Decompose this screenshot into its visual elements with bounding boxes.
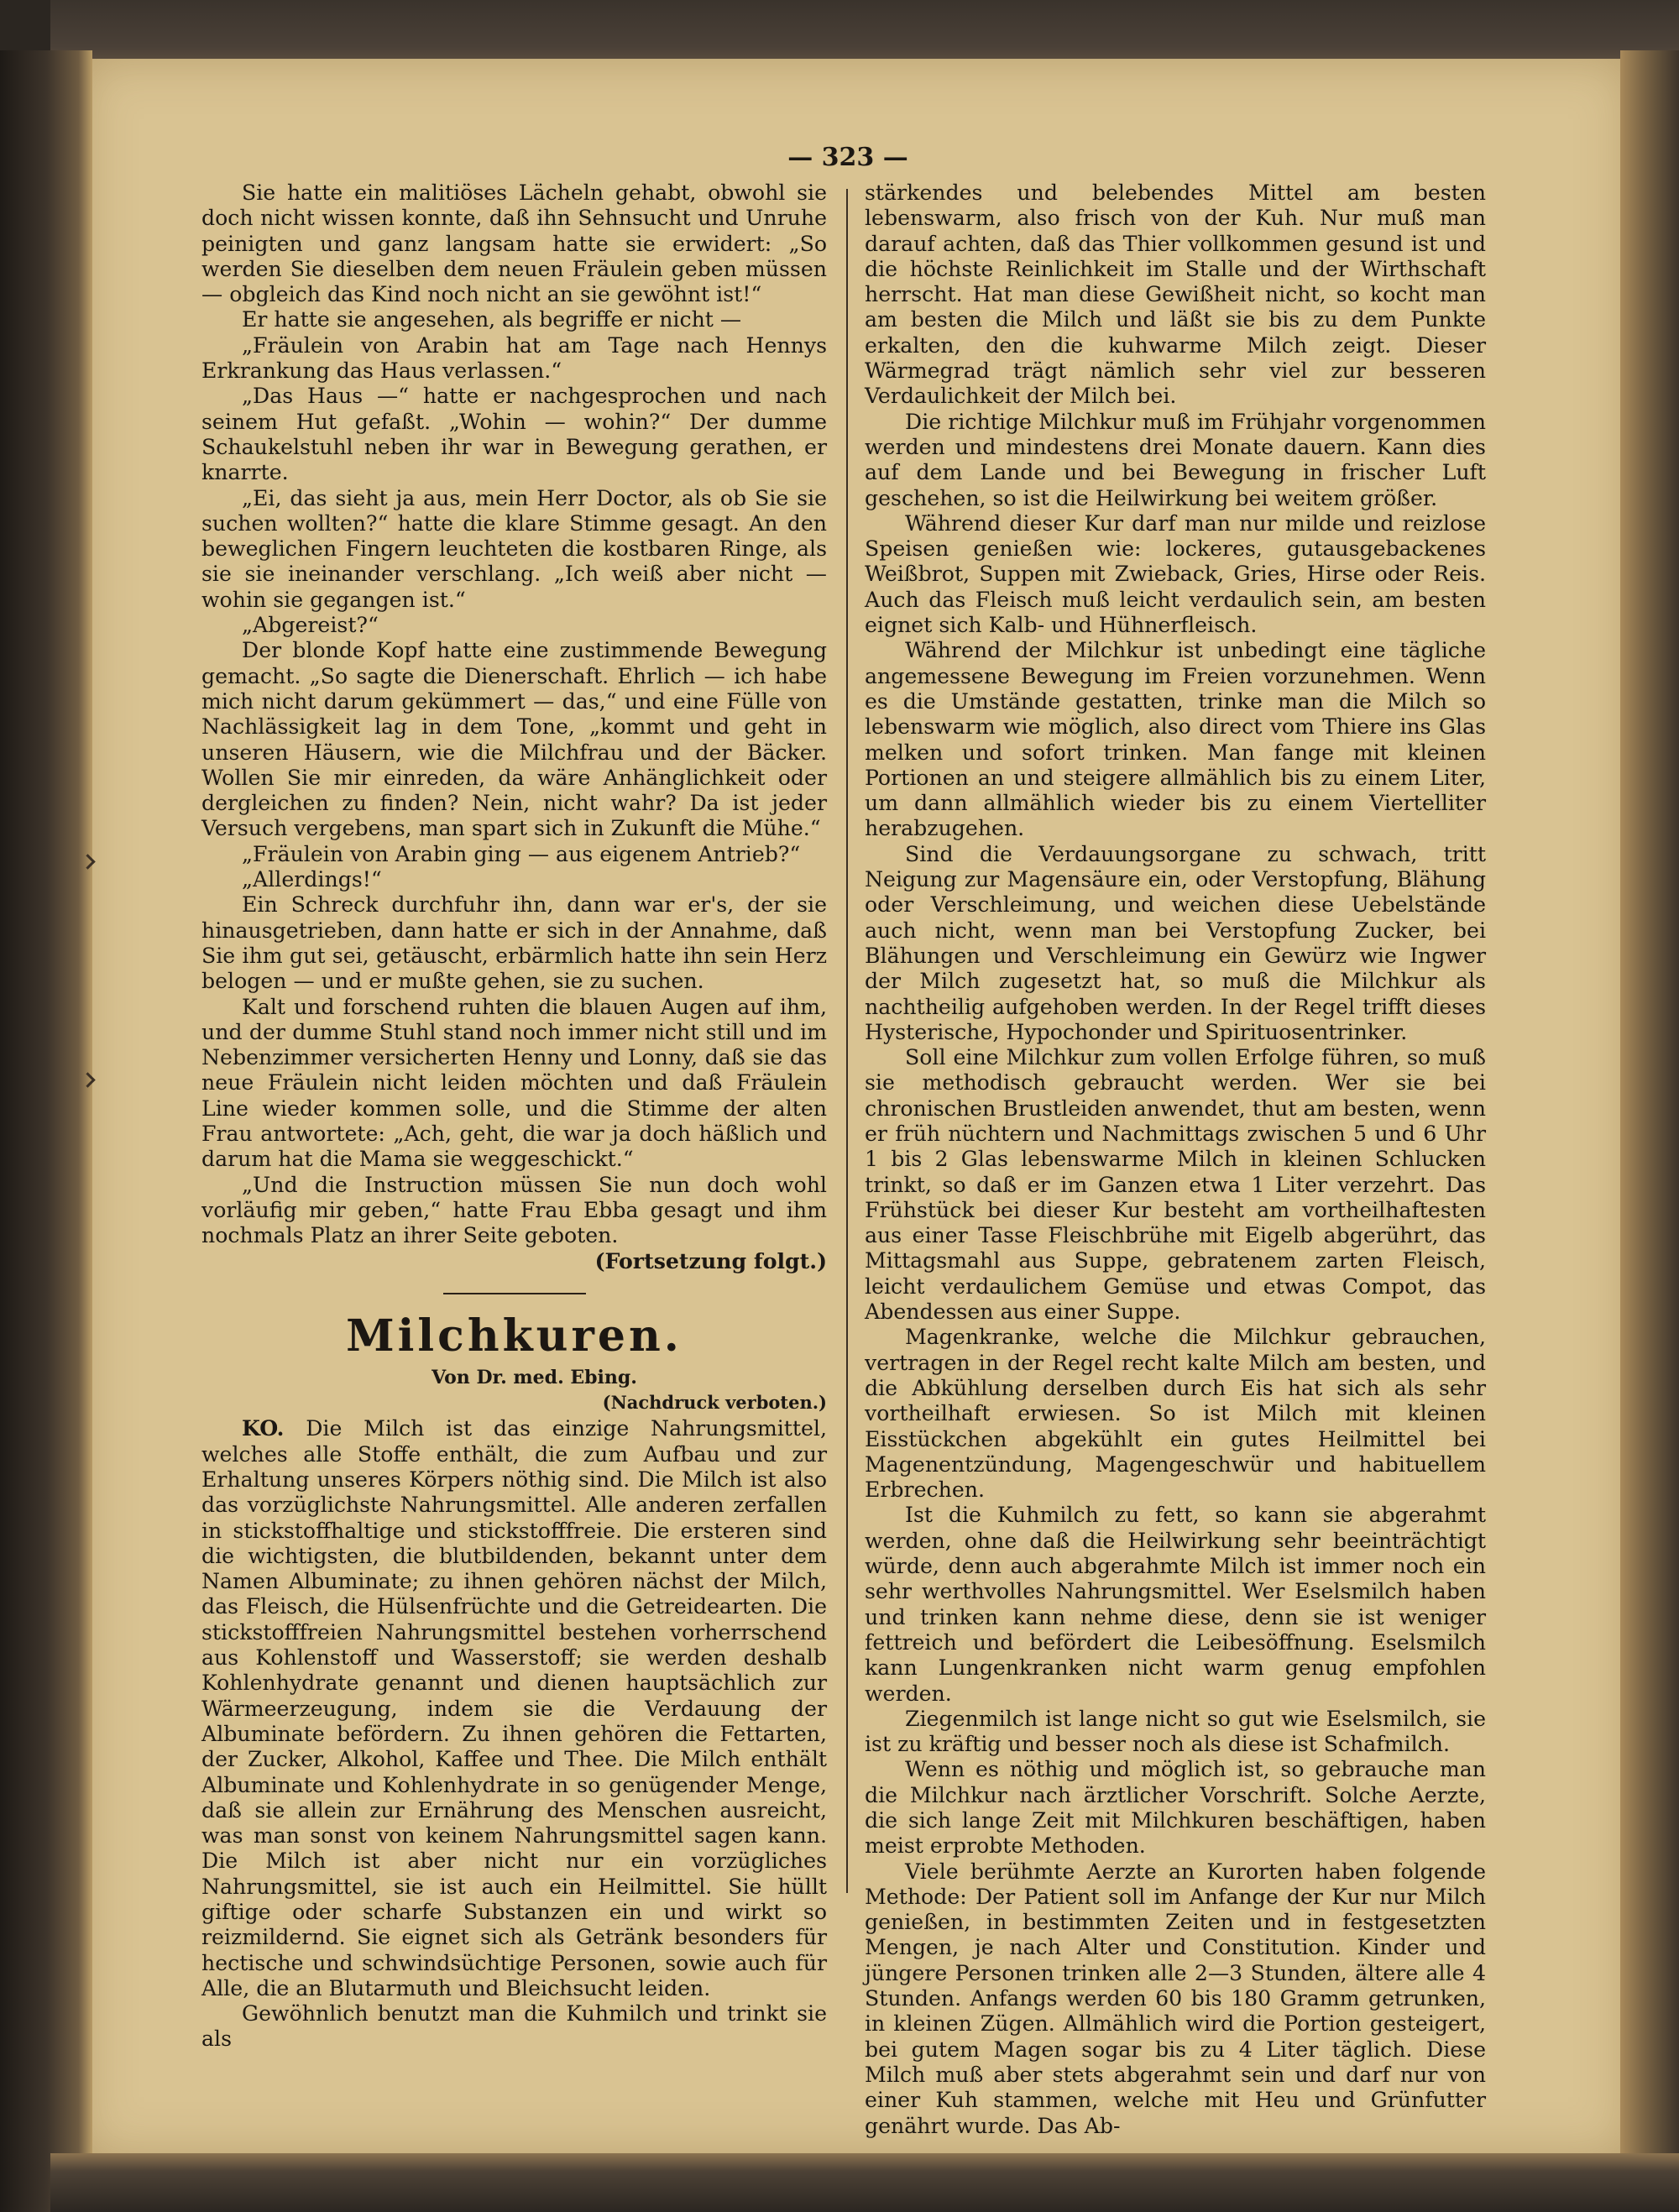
story-paragraph: „Das Haus —“ hatte er nachgesprochen und nach seinem Hut gefaßt. „Wohin — wohin?“ Der dumme Schaukelstuhl neben ihr war in Bewegung gerathen, er knarrte. (201, 384, 827, 485)
column-rule (846, 189, 848, 1893)
story-paragraph: „Fräulein von Arabin hat am Tage nach Hennys Erkrankung das Haus verlassen.“ (201, 332, 827, 384)
continuation-note: (Fortsetzung folgt.) (594, 1248, 827, 1274)
page-number: — 323 — (787, 143, 908, 172)
article-paragraph: Während der Milchkur ist unbedingt eine tägliche angemessene Bewegung im Freien vorzunehmen. Wenn es die Umstände gestatten, trinke man die Milch so lebenswarm wie möglich, also direct vom Thiere ins Glas melken und sofort trinken. Man fange mit kleinen Portionen an und steigere allmählich bis zu einem Liter, um dann allmählich wieder bis zu einem Viertelliter herabzugehen. (865, 638, 1486, 841)
story-paragraph: Er hatte sie angesehen, als begriffe er nicht — (242, 307, 742, 332)
article-paragraph: Während dieser Kur darf man nur milde und reizlose Speisen genießen wie: lockeres, gutausgebackenes Weißbrot, Suppen mit Zwieback, Gries, Hirse oder Reis. Auch das Fleisch muß leicht verdaulich sein, am besten eignet sich Kalb- und Hühnerfleisch. (865, 510, 1486, 638)
article-paragraph: Sind die Verdauungsorgane zu schwach, tritt Neigung zur Magensäure ein, oder Verstopfung, Blähung oder Verschleimung, und weichen diese Uebelstände auch nicht, wenn man bei Verstopfung Zucker, bei Blähungen und Verschleimung ein Gewürz wie Ingwer der Milch zugesetzt hat, so muß die Milchkur als nachtheilig aufgehoben werden. In der Regel trifft dieses Hysterische, Hypochonder und Spirituosentrinker. (865, 841, 1486, 1044)
story-paragraph: „Fräulein von Arabin ging — aus eigenem Antrieb?“ (242, 841, 801, 866)
story-paragraph: „Allerdings!“ (242, 867, 382, 892)
book-right-edge (1620, 50, 1679, 2212)
story-paragraph: Der blonde Kopf hatte eine zustimmende Bewegung gemacht. „So sagte die Dienerschaft. Ehrlich — ich habe mich nicht darum gekümmert — das,“ und eine Fülle von Nachlässigkeit lag in dem Tone, „kommt und geht in unseren Häusern, wie die Milchfrau und der Bäcker. Wollen Sie mir einreden, da wäre Anhänglichkeit oder dergleichen zu finden? Nein, nicht wahr? Da ist jeder Versuch vergebens, man spart sich in Zukunft die Mühe.“ (201, 638, 827, 841)
article-lead: KO. (242, 1415, 285, 1441)
article-paragraph (201, 1415, 827, 2001)
article-paragraph: Viele berühmte Aerzte an Kurorten haben folgende Methode: Der Patient soll im Anfange der Kur nur Milch genießen, in bestimmten Zeiten und in festgesetzten Mengen, je nach Alter und Constitution. Kinder und jüngere Personen trinken alle 2—3 Stunden, ältere alle 4 Stunden. Anfangs werden 60 bis 180 Gramm getrunken, in kleinen Zügen. Allmählich wird die Portion gesteigert, bei gutem Magen sogar bis zu 4 Liter täglich. Diese Milch muß aber stets abgerahmt sein und darf nur von einer Kuh stammen, welche mit Heu und Grünfutter genährt wurde. Das Ab- (865, 1859, 1486, 2138)
story-paragraph: „Und die Instruction müssen Sie nun doch wohl vorläufig mir geben,“ hatte Frau Ebba gesagt und ihm nochmals Platz an ihrer Seite geboten. (201, 1172, 827, 1248)
book-binding (0, 50, 92, 2212)
section-divider (443, 1293, 586, 1294)
story-paragraph: „Abgereist?“ (242, 613, 379, 638)
article-paragraph: stärkendes und belebendes Mittel am besten lebenswarm, also frisch von der Kuh. Nur muß man darauf achten, daß das Thier vollkommen gesund ist und die höchste Reinlichkeit im Stalle und der Wirthschaft herrscht. Hat man diese Gewißheit nicht, so kocht man am besten die Milch und läßt sie bis zu dem Punkte erkalten, den die kuhwarme Milch zeigt. Dieser Wärmegrad trägt nämlich sehr viel zur besseren Verdaulichkeit der Milch bei. (865, 180, 1486, 409)
story-paragraph: Kalt und forschend ruhten die blauen Augen auf ihm, und der dumme Stuhl stand noch immer nicht still und im Nebenzimmer versicherten Henny und Lonny, daß sie das neue Fräulein nicht leiden möchten und daß Fräulein Line wieder kommen solle, und die Stimme der alten Frau antwortete: „Ach, geht, die war ja doch häßlich und darum hat die Mama sie weggeschickt.“ (201, 994, 827, 1172)
story-paragraph: Ein Schreck durchfuhr ihn, dann war er's, der sie hinausgetrieben, dann hatte er sich in der Annahme, daß Sie ihm gut sei, getäuscht, erbärmlich hatte ihn sein Herz belogen — und er mußte gehen, sie zu suchen. (201, 892, 827, 994)
article-paragraph: Gewöhnlich benutzt man die Kuhmilch und trinkt sie als (201, 2001, 827, 2052)
article-paragraph: Ist die Kuhmilch zu fett, so kann sie abgerahmt werden, ohne daß die Heilwirkung sehr beeinträchtigt würde, denn auch abgerahmte Milch ist immer noch ein sehr werthvolles Nahrungsmittel. Wer Eselsmilch haben und trinken kann nehme diese, denn sie ist weniger fettreich und befördert die Leibesöffnung. Eselsmilch kann Lungenkranken nicht warm genug empfohlen werden. (865, 1503, 1486, 1706)
story-paragraph: „Ei, das sieht ja aus, mein Herr Doctor, als ob Sie sie suchen wollten?“ hatte die klare Stimme gesagt. An den beweglichen Fingern leuchteten die kostbaren Ringe, als sie sie ineinander verschlang. „Ich weiß aber nicht — wohin sie gegangen ist.“ (201, 485, 827, 612)
book-bottom-edge (50, 2153, 1679, 2212)
reprint-notice: (Nachdruck verboten.) (602, 1392, 827, 1414)
article-byline: Von Dr. med. Ebing. (432, 1366, 637, 1388)
left-column (201, 180, 827, 2053)
article-paragraph: Wenn es nöthig und möglich ist, so gebrauche man die Milchkur nach ärztlicher Vorschrift. Solche Aerzte, die sich lange Zeit mit Milchkuren beschäftigen, haben meist erprobte Methoden. (865, 1757, 1486, 1859)
right-column (865, 180, 1486, 2139)
article-paragraph: Die richtige Milchkur muß im Frühjahr vorgenommen werden und mindestens drei Monate dauern. Kann dies auf dem Lande und bei Bewegung in frischer Luft geschehen, so ist die Heilwirkung bei weitem größer. (865, 409, 1486, 510)
article-paragraph: Ziegenmilch ist lange nicht so gut wie Eselsmilch, sie ist zu kräftig und besser noch als diese ist Schafmilch. (865, 1706, 1486, 1757)
article-paragraph: Soll eine Milchkur zum vollen Erfolge führen, so muß sie methodisch gebraucht werden. Wer sie bei chronischen Brustleiden anwendet, thut am besten, wenn er früh nüchtern und Nachmittags zwischen 5 und 6 Uhr 1 bis 2 Glas lebenswarme Milch in kleinen Schlucken trinkt, so daß er im Ganzen etwa 1 Liter verzehrt. Das Frühstück bei dieser Kur besteht am vortheilhaftesten aus einer Tasse Fleischbrühe mit Eigelb abgerührt, das Mittagsmahl aus Suppe, gebratenem zarten Fleisch, leicht verdaulichem Gemüse und etwas Compot, das Abendessen aus einer Suppe. (865, 1045, 1486, 1325)
story-paragraph: Sie hatte ein malitiöses Lächeln gehabt, obwohl sie doch nicht wissen konnte, daß ihn Sehnsucht und Unruhe peinigten und ganz langsam hatte sie erwidert: „So werden Sie dieselben dem neuen Fräulein geben müssen — obgleich das Kind noch nicht an sie gewöhnt ist!“ (201, 180, 827, 307)
article-paragraph: Magenkranke, welche die Milchkur gebrauchen, vertragen in der Regel recht kalte Milch am besten, und die Abkühlung derselben durch Eis hat sich als sehr vortheilhaft erwiesen. So ist Milch mit kleinen Eisstückchen abgekühlt ein gutes Heilmittel bei Magenentzündung, Magengeschwür und habituellem Erbrechen. (865, 1325, 1486, 1503)
article-paragraph-text: Die Milch ist das einzige Nahrungsmittel, welches alle Stoffe enthält, die zum Aufbau und zur Erhaltung unseres Körpers nöthig sind. Die Milch ist also das vorzüglichste Nahrungsmittel. Alle anderen zerfallen in stickstoffhaltige und stickstofffreie. Die ersteren sind die wichtigsten, die blutbildenden, bekannt unter dem Namen Albuminate; zu ihnen gehören nächst der Milch, das Fleisch, die Hülsenfrüchte und die Getreidearten. Die stickstofffreien Nahrungsmittel bestehen vorherrschend aus Kohlenstoff und Wasserstoff; sie werden deshalb Kohlenhydrate genannt und dienen hauptsächlich zur Wärmeerzeugung, indem sie die Verdauung der Albuminate befördern. Zu ihnen gehören die Fettarten, der Zucker, Alkohol, Kaffee und Thee. Die Milch enthält Albuminate und Kohlenhydrate in so genügender Menge, daß sie allein zur Ernährung des Menschen ausreicht, was man sonst von keinem Nahrungsmittel sagen kann. Die Milch ist aber nicht nur ein vorzügliches Nahrungsmittel, sie ist auch ein Heilmittel. Sie hüllt giftige oder scharfe Substanzen ein und wirkt so reizmildernd. Sie eignet sich als Getränk besonders für hectische und schwindsüchtige Personen, sowie auch für Alle, die an Blutarmuth und Bleichsucht leiden. (201, 1416, 827, 2000)
article-title: Milchkuren. (346, 1310, 683, 1362)
